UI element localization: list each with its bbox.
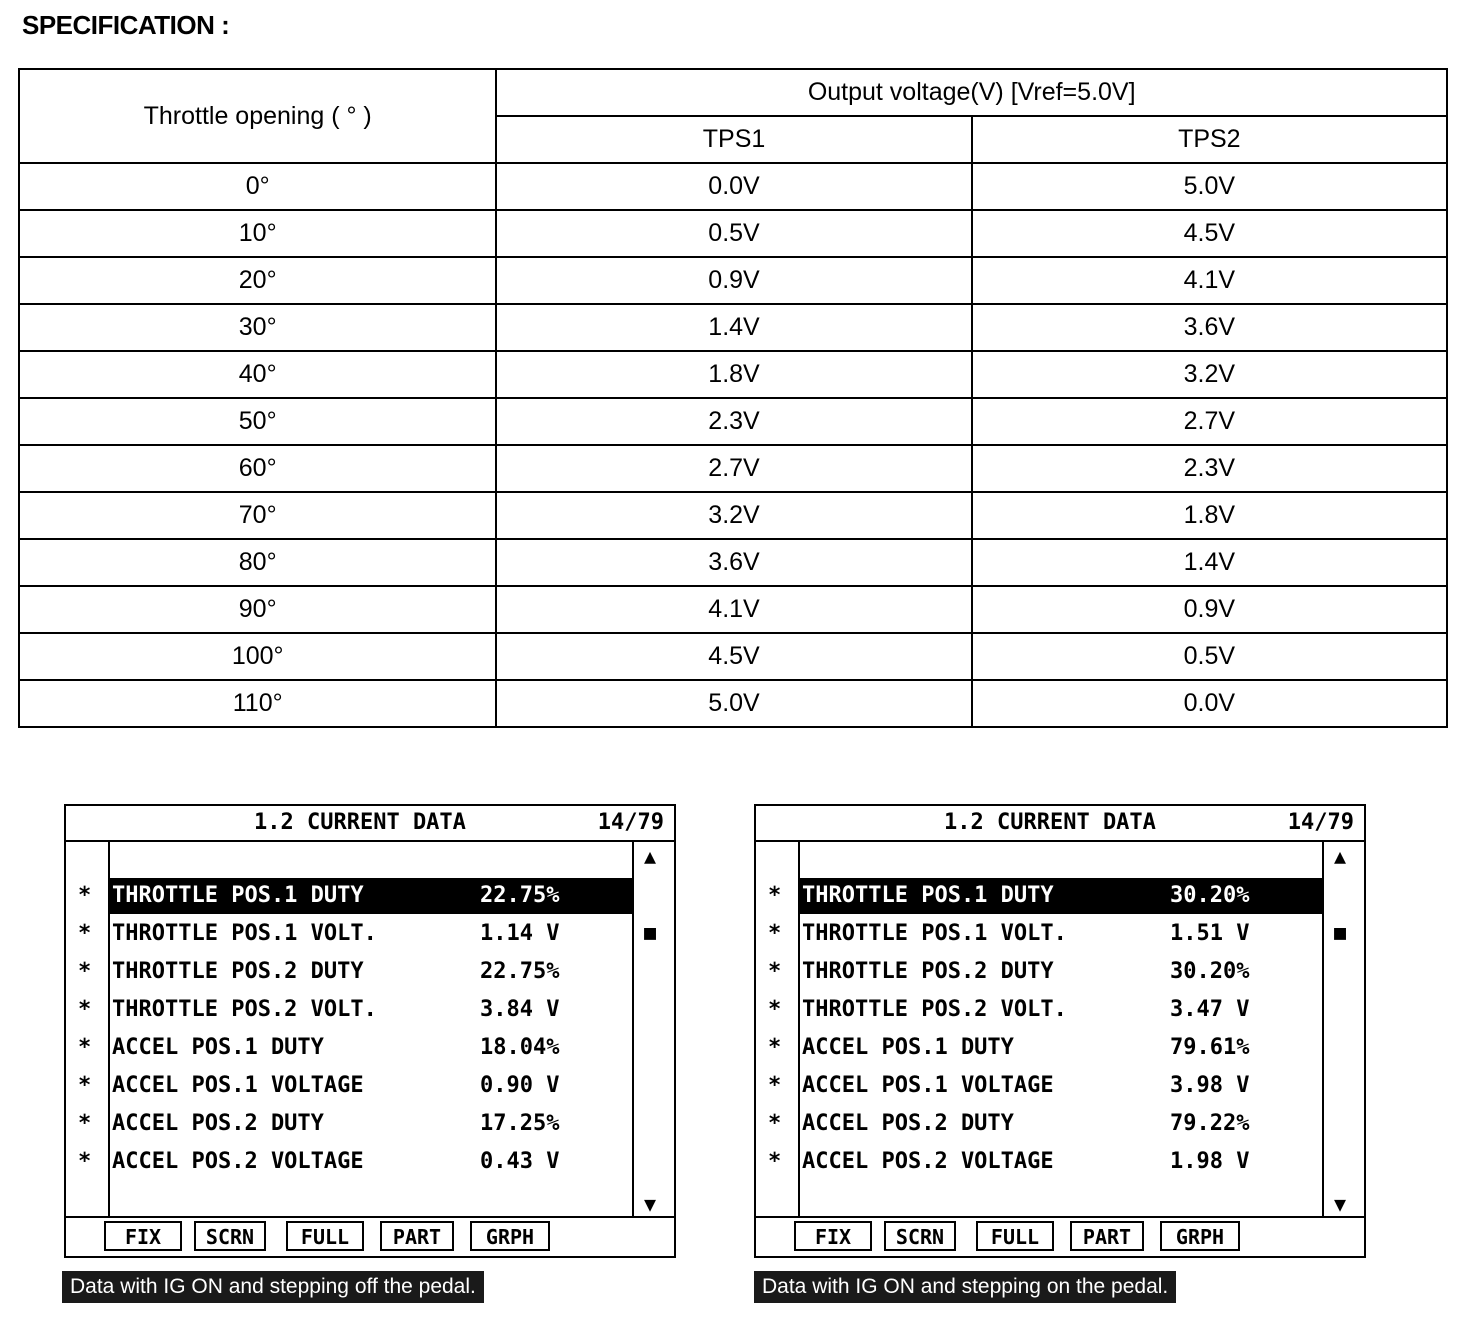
- screen-title-bar: [756, 806, 1364, 842]
- scroll-up-icon[interactable]: ▲: [644, 844, 657, 868]
- screen-title: 1.2 CURRENT DATA: [254, 810, 466, 835]
- parameter-value: 79.61%: [1170, 1035, 1250, 1060]
- spec-cell-angle: 50°: [19, 398, 496, 445]
- spec-cell-tps1: 0.5V: [496, 210, 971, 257]
- spec-cell-angle: 60°: [19, 445, 496, 492]
- monitor-marker-icon: *: [768, 1073, 782, 1098]
- fix-button[interactable]: FIX: [794, 1221, 872, 1251]
- specification-heading: SPECIFICATION :: [22, 10, 230, 40]
- parameter-value: 1.51 V: [1170, 921, 1250, 946]
- monitor-marker-icon: *: [78, 1035, 92, 1060]
- scanner-screen-pedal-off: [64, 804, 676, 1258]
- parameter-name: THROTTLE POS.1 DUTY: [112, 883, 364, 908]
- monitor-marker-icon: *: [78, 1149, 92, 1174]
- part-button[interactable]: PART: [1070, 1221, 1144, 1251]
- scrn-button[interactable]: SCRN: [194, 1221, 266, 1251]
- spec-cell-tps2: 1.4V: [972, 539, 1447, 586]
- scroll-up-icon[interactable]: ▲: [1334, 844, 1347, 868]
- monitor-marker-icon: *: [768, 1035, 782, 1060]
- spec-table-row: [19, 445, 1447, 492]
- page-counter: 14/79: [1287, 810, 1354, 835]
- parameter-name: ACCEL POS.1 DUTY: [112, 1035, 324, 1060]
- spec-cell-tps1: 1.8V: [496, 351, 971, 398]
- parameter-name: THROTTLE POS.2 DUTY: [112, 959, 364, 984]
- tps1-header: TPS1: [496, 116, 971, 163]
- parameter-name: THROTTLE POS.1 VOLT.: [802, 921, 1067, 946]
- scrn-button[interactable]: SCRN: [884, 1221, 956, 1251]
- data-row[interactable]: [756, 1030, 1364, 1068]
- data-row[interactable]: [756, 878, 1364, 916]
- data-row[interactable]: [756, 1106, 1364, 1144]
- data-row[interactable]: [66, 1106, 674, 1144]
- scroll-down-icon[interactable]: ▼: [1334, 1192, 1347, 1216]
- output-voltage-header: Output voltage(V) [Vref=5.0V]: [496, 69, 1447, 116]
- data-row[interactable]: [756, 954, 1364, 992]
- data-row[interactable]: [756, 992, 1364, 1030]
- spec-cell-tps2: 1.8V: [972, 492, 1447, 539]
- spec-cell-tps1: 0.0V: [496, 163, 971, 210]
- data-row[interactable]: [756, 916, 1364, 954]
- parameter-value: 1.98 V: [1170, 1149, 1250, 1174]
- spec-cell-tps1: 2.3V: [496, 398, 971, 445]
- data-row[interactable]: [66, 878, 674, 916]
- screen-title: 1.2 CURRENT DATA: [944, 810, 1156, 835]
- caption-pedal-off: Data with IG ON and stepping off the pedal.: [62, 1271, 484, 1303]
- spec-cell-tps2: 0.0V: [972, 680, 1447, 727]
- data-row[interactable]: [66, 1030, 674, 1068]
- page-counter: 14/79: [597, 810, 664, 835]
- monitor-marker-icon: *: [768, 921, 782, 946]
- parameter-name: ACCEL POS.1 DUTY: [802, 1035, 1014, 1060]
- parameter-name: THROTTLE POS.2 DUTY: [802, 959, 1054, 984]
- parameter-name: ACCEL POS.2 VOLTAGE: [112, 1149, 364, 1174]
- full-button[interactable]: FULL: [286, 1221, 364, 1251]
- spec-cell-angle: 40°: [19, 351, 496, 398]
- caption-pedal-on: Data with IG ON and stepping on the pedal.: [754, 1271, 1176, 1303]
- parameter-value: 30.20%: [1170, 883, 1250, 908]
- data-row[interactable]: [66, 1144, 674, 1182]
- monitor-marker-icon: *: [768, 1111, 782, 1136]
- parameter-name: ACCEL POS.2 DUTY: [802, 1111, 1014, 1136]
- parameter-value: 3.98 V: [1170, 1073, 1250, 1098]
- scanner-screen-pedal-on: [754, 804, 1366, 1258]
- data-row[interactable]: [756, 1144, 1364, 1182]
- monitor-marker-icon: *: [78, 1073, 92, 1098]
- spec-table-row: [19, 398, 1447, 445]
- spec-cell-angle: 90°: [19, 586, 496, 633]
- spec-table-row: [19, 586, 1447, 633]
- data-row[interactable]: [66, 992, 674, 1030]
- data-list: [756, 878, 1364, 1182]
- spec-table-row: [19, 257, 1447, 304]
- spec-table-row: [19, 304, 1447, 351]
- parameter-value: 0.90 V: [480, 1073, 560, 1098]
- spec-cell-angle: 70°: [19, 492, 496, 539]
- specification-table: [18, 68, 1448, 728]
- monitor-marker-icon: *: [768, 959, 782, 984]
- spec-cell-angle: 10°: [19, 210, 496, 257]
- data-list: [66, 878, 674, 1182]
- monitor-marker-icon: *: [768, 883, 782, 908]
- parameter-value: 17.25%: [480, 1111, 560, 1136]
- spec-cell-tps2: 3.6V: [972, 304, 1447, 351]
- monitor-marker-icon: *: [78, 883, 92, 908]
- spec-cell-tps1: 4.1V: [496, 586, 971, 633]
- full-button[interactable]: FULL: [976, 1221, 1054, 1251]
- monitor-marker-icon: *: [768, 1149, 782, 1174]
- spec-cell-tps2: 2.7V: [972, 398, 1447, 445]
- grph-button[interactable]: GRPH: [1160, 1221, 1240, 1251]
- parameter-value: 79.22%: [1170, 1111, 1250, 1136]
- data-row[interactable]: [66, 1068, 674, 1106]
- spec-cell-angle: 30°: [19, 304, 496, 351]
- parameter-name: THROTTLE POS.1 DUTY: [802, 883, 1054, 908]
- spec-cell-angle: 80°: [19, 539, 496, 586]
- monitor-marker-icon: *: [78, 997, 92, 1022]
- spec-table-row: [19, 210, 1447, 257]
- spec-cell-tps1: 5.0V: [496, 680, 971, 727]
- spec-cell-tps1: 4.5V: [496, 633, 971, 680]
- spec-cell-tps1: 1.4V: [496, 304, 971, 351]
- spec-cell-angle: 100°: [19, 633, 496, 680]
- parameter-value: 3.47 V: [1170, 997, 1250, 1022]
- scroll-thumb[interactable]: ■: [644, 920, 657, 944]
- throttle-opening-header: Throttle opening ( ° ): [19, 69, 496, 163]
- parameter-value: 18.04%: [480, 1035, 560, 1060]
- function-key-bar: [756, 1216, 1364, 1256]
- data-row[interactable]: [66, 916, 674, 954]
- spec-cell-tps2: 3.2V: [972, 351, 1447, 398]
- spec-cell-tps2: 2.3V: [972, 445, 1447, 492]
- monitor-marker-icon: *: [768, 997, 782, 1022]
- fix-button[interactable]: FIX: [104, 1221, 182, 1251]
- part-button[interactable]: PART: [380, 1221, 454, 1251]
- tps2-header: TPS2: [972, 116, 1447, 163]
- spec-cell-angle: 110°: [19, 680, 496, 727]
- parameter-name: THROTTLE POS.2 VOLT.: [802, 997, 1067, 1022]
- spec-cell-angle: 0°: [19, 163, 496, 210]
- data-row[interactable]: [756, 1068, 1364, 1106]
- spec-cell-tps1: 3.2V: [496, 492, 971, 539]
- parameter-value: 0.43 V: [480, 1149, 560, 1174]
- spec-table-row: [19, 351, 1447, 398]
- spec-cell-tps2: 4.1V: [972, 257, 1447, 304]
- grph-button[interactable]: GRPH: [470, 1221, 550, 1251]
- parameter-name: ACCEL POS.2 DUTY: [112, 1111, 324, 1136]
- parameter-value: 22.75%: [480, 959, 560, 984]
- spec-cell-tps1: 0.9V: [496, 257, 971, 304]
- spec-cell-tps1: 3.6V: [496, 539, 971, 586]
- parameter-name: ACCEL POS.2 VOLTAGE: [802, 1149, 1054, 1174]
- spec-cell-tps2: 4.5V: [972, 210, 1447, 257]
- spec-cell-tps2: 5.0V: [972, 163, 1447, 210]
- spec-cell-tps2: 0.9V: [972, 586, 1447, 633]
- parameter-value: 30.20%: [1170, 959, 1250, 984]
- monitor-marker-icon: *: [78, 959, 92, 984]
- parameter-value: 1.14 V: [480, 921, 560, 946]
- spec-table-row: [19, 492, 1447, 539]
- monitor-marker-icon: *: [78, 1111, 92, 1136]
- parameter-value: 3.84 V: [480, 997, 560, 1022]
- scroll-down-icon[interactable]: ▼: [644, 1192, 657, 1216]
- parameter-value: 22.75%: [480, 883, 560, 908]
- function-key-bar: [66, 1216, 674, 1256]
- spec-cell-tps2: 0.5V: [972, 633, 1447, 680]
- parameter-name: ACCEL POS.1 VOLTAGE: [802, 1073, 1054, 1098]
- spec-table-row: [19, 680, 1447, 727]
- screen-title-bar: [66, 806, 674, 842]
- spec-table-row: [19, 633, 1447, 680]
- parameter-name: ACCEL POS.1 VOLTAGE: [112, 1073, 364, 1098]
- spec-cell-angle: 20°: [19, 257, 496, 304]
- monitor-marker-icon: *: [78, 921, 92, 946]
- spec-table-row: [19, 539, 1447, 586]
- parameter-name: THROTTLE POS.2 VOLT.: [112, 997, 377, 1022]
- spec-cell-tps1: 2.7V: [496, 445, 971, 492]
- spec-table-row: [19, 163, 1447, 210]
- parameter-name: THROTTLE POS.1 VOLT.: [112, 921, 377, 946]
- data-row[interactable]: [66, 954, 674, 992]
- scroll-thumb[interactable]: ■: [1334, 920, 1347, 944]
